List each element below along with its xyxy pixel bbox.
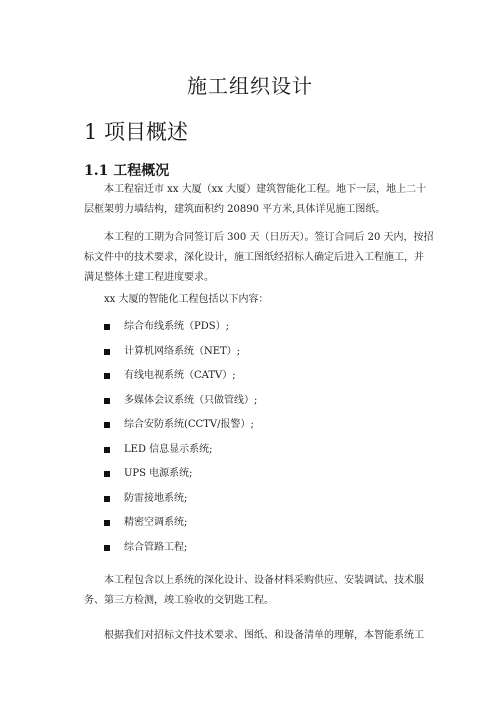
list-item: [104, 393, 257, 418]
list-item-text: 有线电视系统（CATV）;: [124, 370, 236, 381]
black-square-icon: [104, 373, 110, 379]
paragraph-line: 本工程的工期为合同签订后 300 天（日历天）。签订合同后 20 天内，按招: [104, 232, 434, 243]
paragraph-line: 根据我们对招标文件技术要求、图纸、和设备清单的理解，本智能系统工: [104, 630, 424, 641]
list-item-text: 多媒体会议系统（只做管线）;: [124, 394, 258, 406]
list-item: [104, 442, 257, 467]
black-square-icon: [104, 471, 110, 477]
list-item-text: 综合布线系统（PDS）;: [124, 321, 229, 332]
paragraph-line: 层框架剪力墙结构，建筑面积约 20890 平方米,具体详见施工图纸。: [84, 204, 386, 215]
paragraph-schedule: [84, 228, 434, 288]
list-item-text: 防雷接地系统;: [124, 492, 188, 504]
paragraph-deliverables: [84, 571, 424, 611]
list-item: [104, 368, 257, 393]
list-item: [104, 417, 257, 442]
list-item: [104, 540, 257, 565]
paragraph-line: 本工程包含以上系统的深化设计、设备材料采购供应、安装调试、技术服: [104, 575, 424, 586]
list-item-text: 精密空调系统;: [124, 517, 188, 528]
paragraph-line: xx 大厦的智能化工程包括以下内容：: [104, 294, 269, 305]
black-square-icon: [104, 520, 110, 526]
list-item: [104, 319, 257, 344]
section-heading: 1 项目概述: [84, 120, 189, 144]
paragraph-overview: [84, 180, 427, 220]
list-item-text: 计算机网络系统（NET）;: [124, 345, 241, 357]
list-item: [104, 466, 257, 491]
list-item-text: LED 信息显示系统;: [124, 443, 213, 455]
list-item-text: 综合安防系统(CCTV/报警）;: [124, 419, 254, 430]
list-item: [104, 515, 257, 540]
systems-list: [104, 319, 257, 564]
paragraph-line: 务、第三方检测，竣工验收的交钥匙工程。: [84, 595, 274, 606]
paragraph-understanding: [84, 626, 424, 646]
black-square-icon: [104, 545, 110, 551]
list-item: [104, 344, 257, 369]
paragraph-line: 标文件中的技术要求，深化设计，施工图纸经招标人确定后进入工程施工，并: [84, 252, 424, 263]
black-square-icon: [104, 349, 110, 355]
black-square-icon: [104, 496, 110, 502]
black-square-icon: [104, 447, 110, 453]
black-square-icon: [104, 422, 110, 428]
paragraph-scope-intro: [84, 290, 416, 310]
list-item: [104, 491, 257, 516]
paragraph-line: 满足整体土建工程进度要求。: [84, 272, 214, 283]
paragraph-line: 本工程宿迁市 xx 大厦（xx 大厦）建筑智能化工程。地下一层，地上二十: [104, 184, 427, 195]
subsection-heading: 1.1 工程概况: [84, 163, 170, 179]
list-item-text: 综合管路工程;: [124, 541, 188, 553]
document-title: 施工组织设计: [187, 74, 313, 98]
list-item-text: UPS 电源系统;: [124, 468, 193, 479]
black-square-icon: [104, 398, 110, 404]
black-square-icon: [104, 324, 110, 330]
